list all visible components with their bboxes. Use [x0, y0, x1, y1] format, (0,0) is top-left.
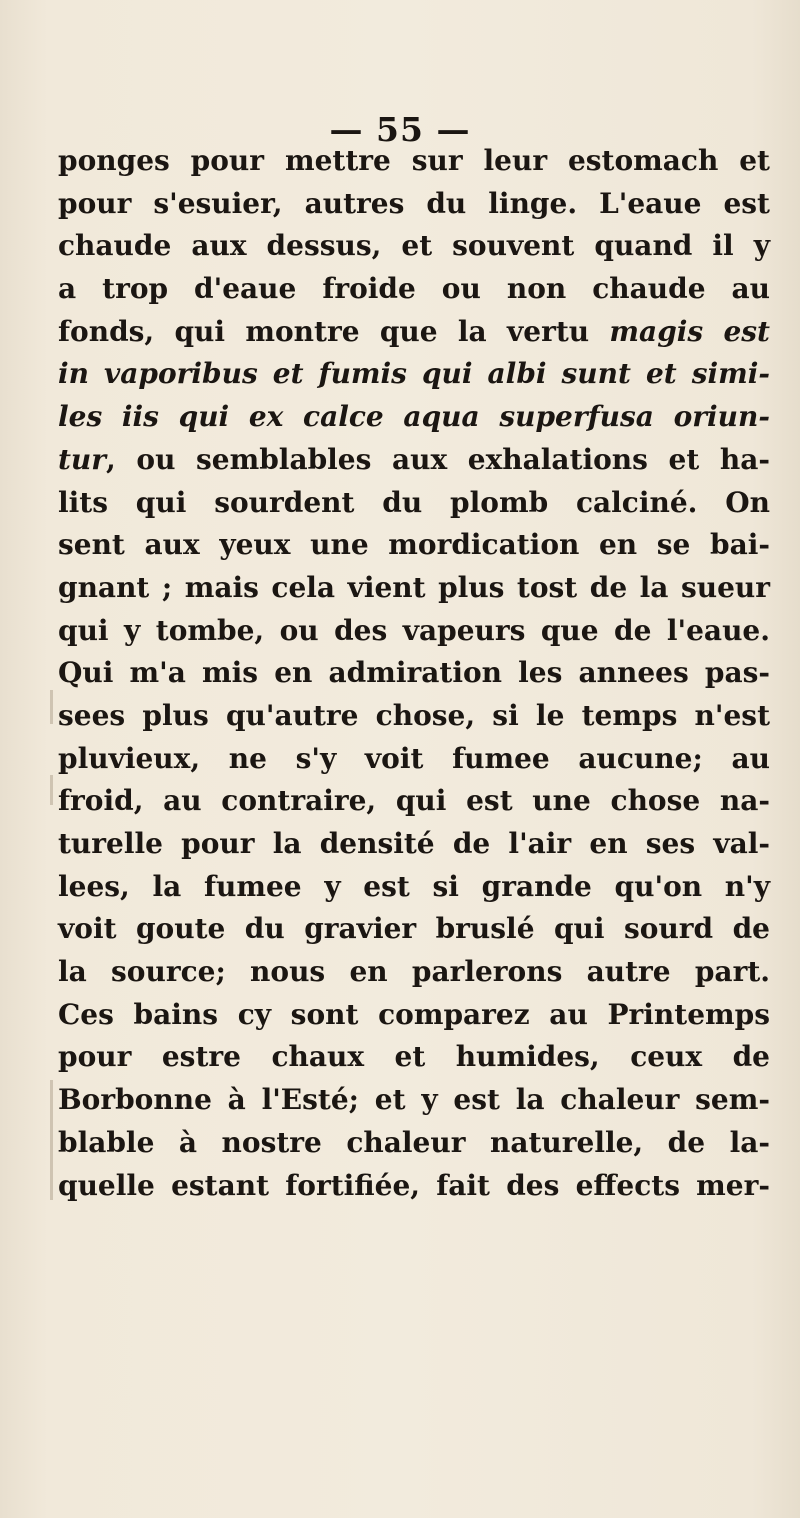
latin-phrase: tur: [58, 442, 107, 476]
text-line: lits qui sourdent du plomb calciné. On: [58, 485, 770, 519]
text-line: fonds, qui montre que la vertu magis est: [58, 314, 770, 348]
text-line: qui y tombe, ou des vapeurs que de l'eaue.: [58, 613, 770, 647]
text-line: [58, 396, 770, 439]
text-line: Borbonne à l'Esté; et y est la chaleur sem-: [58, 1083, 770, 1117]
text-line: voit goute du gravier bruslé qui sourd de: [58, 912, 770, 946]
body-text: [58, 140, 770, 1207]
text-line: la source; nous en parlerons autre part.: [58, 955, 770, 989]
text-line: pour s'esuier, autres du linge. L'eaue est: [58, 186, 770, 220]
text-line: sent aux yeux une mordication en se bai-: [58, 528, 770, 562]
text-line: lees, la fumee y est si grande qu'on n'y: [58, 869, 770, 903]
text-line: ponges pour mettre sur leur estomach et: [58, 144, 770, 177]
page-edge-mark: [50, 690, 53, 724]
text-line: [58, 353, 770, 396]
text-line: chaude aux dessus, et souvent quand il y: [58, 229, 770, 263]
text-line: tur, ou semblables aux exhalations et ha-: [58, 442, 770, 476]
text-line: Qui m'a mis en admiration les annees pas-: [58, 656, 770, 690]
text-line: Ces bains cy sont comparez au Printemps: [58, 997, 770, 1031]
text-line: turelle pour la densité de l'air en ses val-: [58, 827, 770, 860]
page-edge-mark: [50, 775, 53, 805]
text-line: froid, au contraire, qui est une chose na-: [58, 784, 770, 818]
latin-phrase: magis est: [609, 314, 770, 348]
text-line: quelle estant fortifiée, fait des effects mer-: [58, 1168, 770, 1202]
text-line: a trop d'eaue froide ou non chaude au: [58, 272, 770, 306]
page-edge-mark: [50, 1080, 53, 1200]
latin-phrase: in vaporibus et fumis qui albi sunt et simi-: [58, 357, 770, 391]
page-number: — 55 —: [329, 110, 471, 149]
text-line: blable à nostre chaleur naturelle, de la-: [58, 1125, 770, 1159]
text-line: sees plus qu'autre chose, si le temps n'est: [58, 698, 770, 732]
text-line: gnant ; mais cela vient plus tost de la sueur: [58, 570, 770, 604]
text-line: pluvieux, ne s'y voit fumee aucune; au: [58, 741, 770, 775]
text-line: pour estre chaux et humides, ceux de: [58, 1040, 770, 1074]
latin-phrase: les iis qui ex calce aqua superfusa oriun-: [58, 400, 770, 434]
